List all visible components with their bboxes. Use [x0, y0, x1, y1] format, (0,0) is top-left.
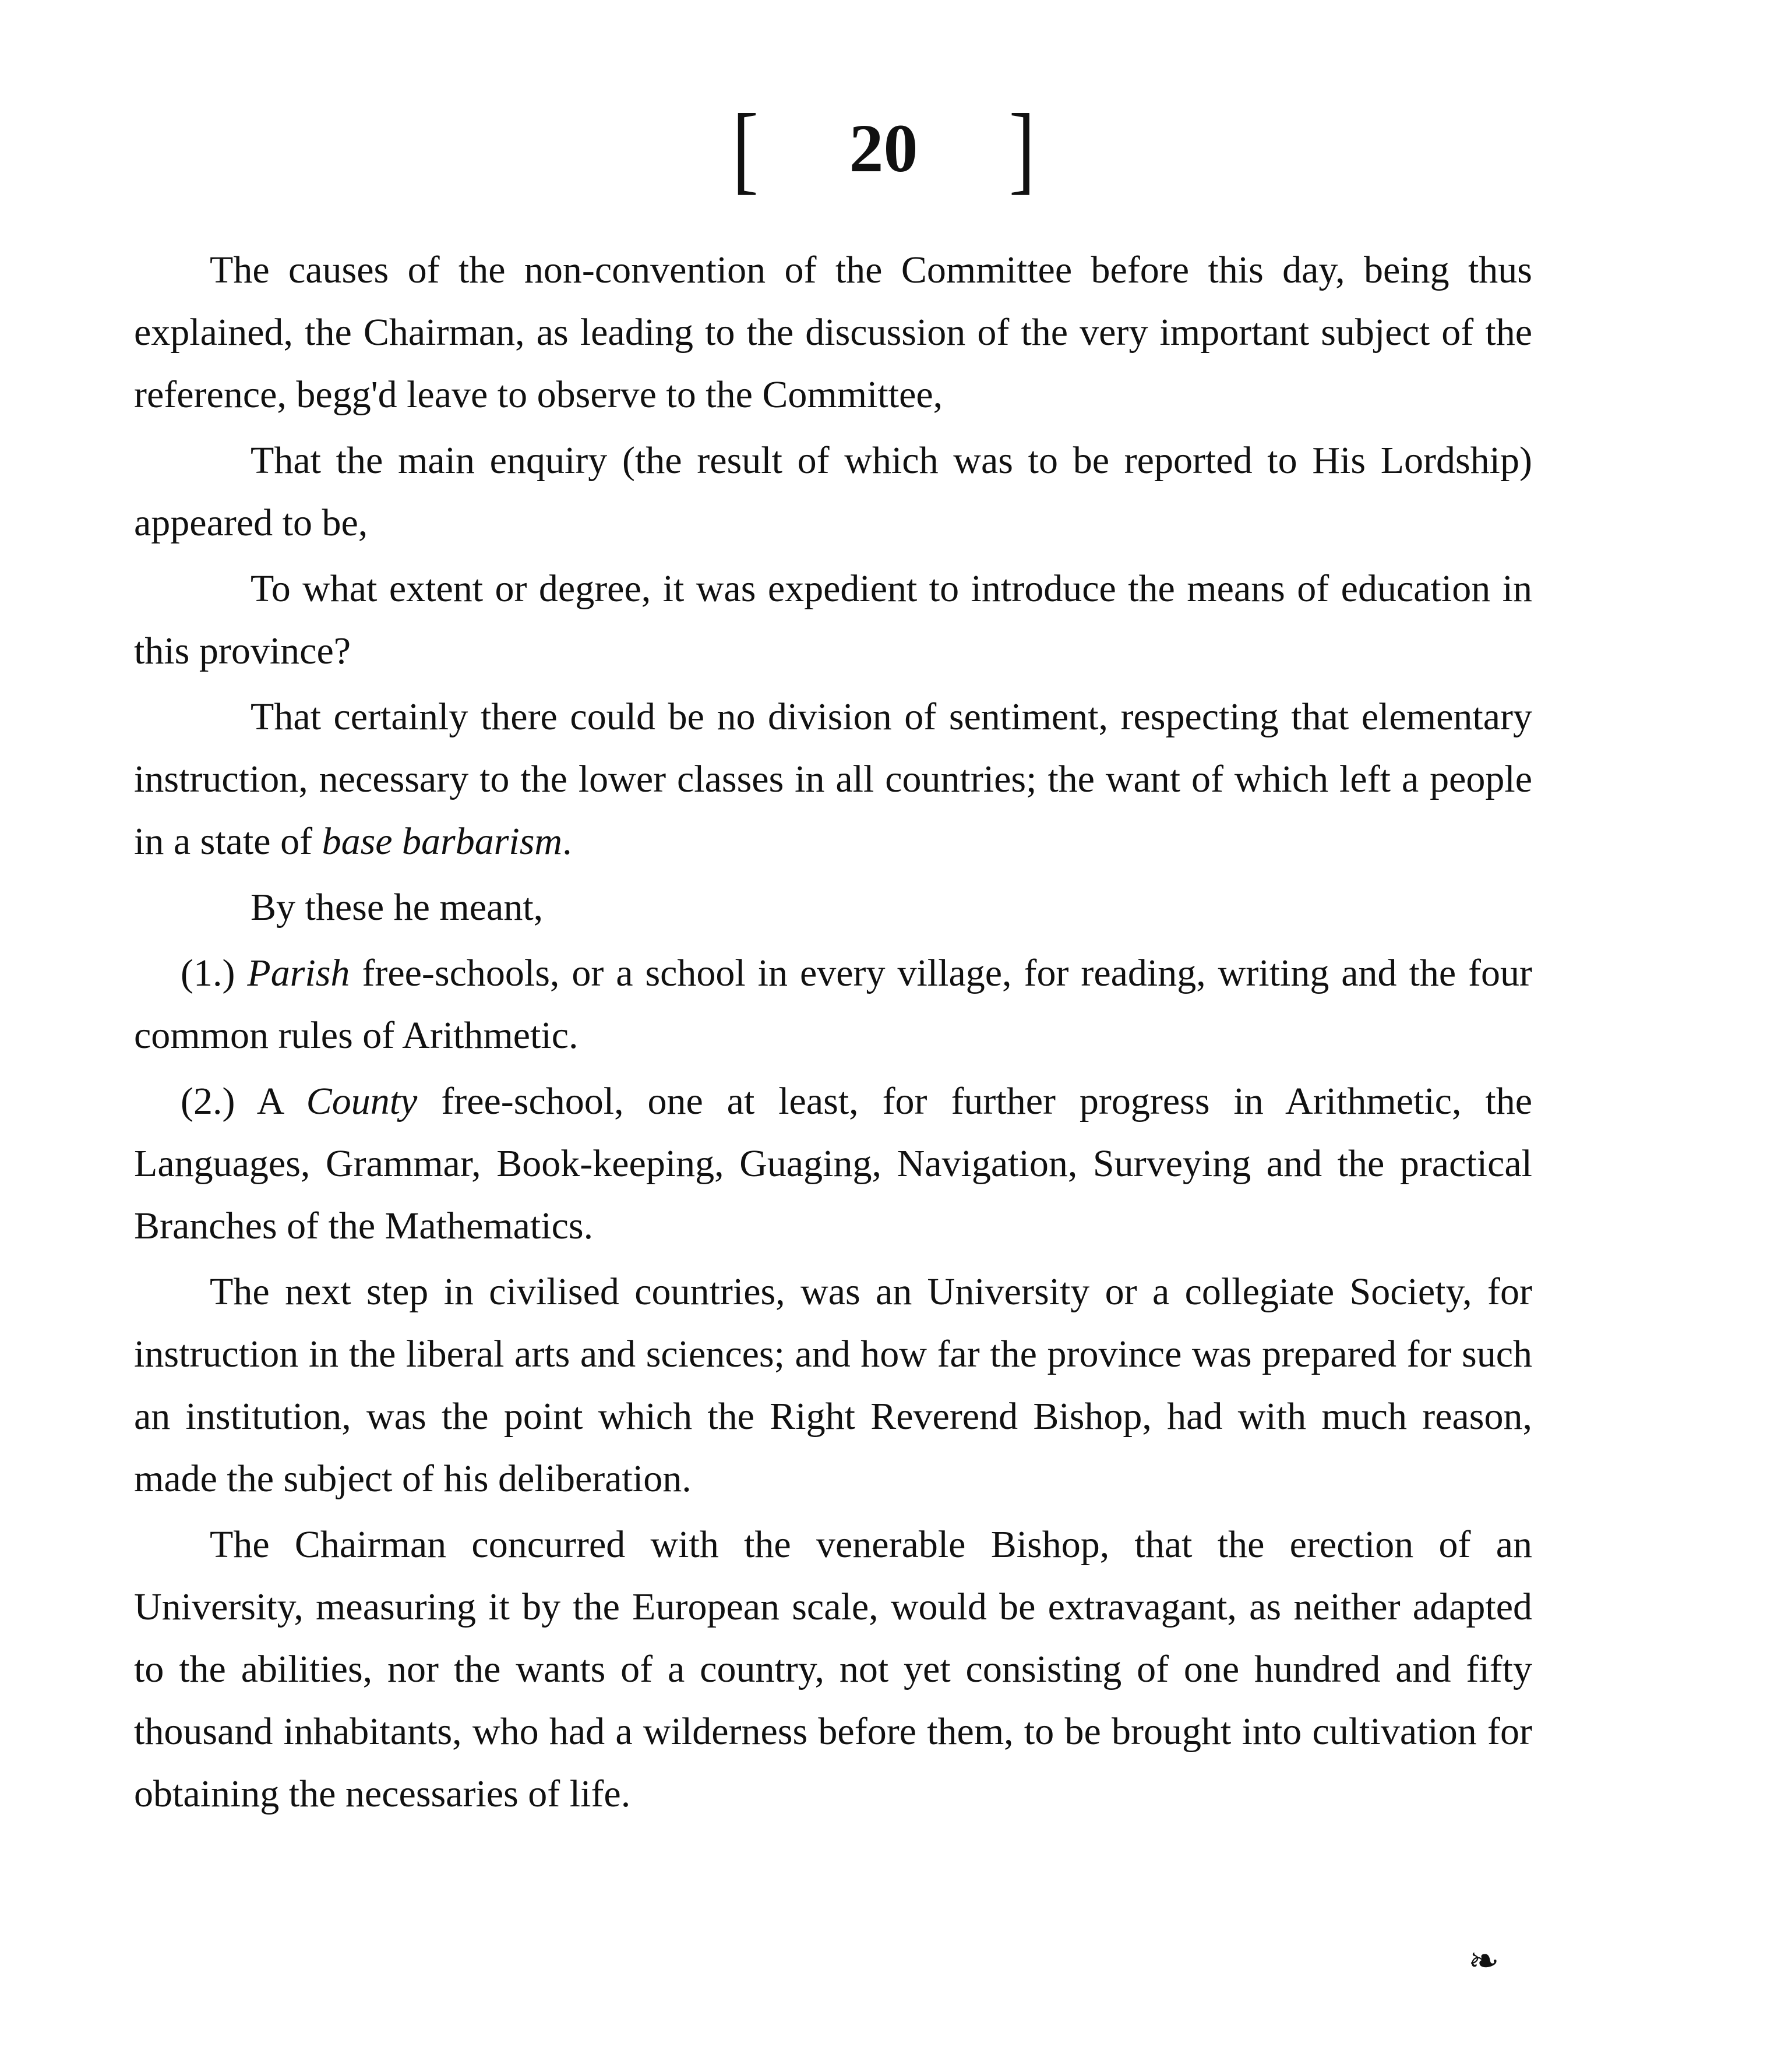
paragraph-causes: The causes of the non-convention of the Committee before this day, being thus explained, the Chairman, as leading to the discussion of the very important subject of the reference, begg'd leave to observe to the Committee,	[134, 249, 1532, 416]
paragraph-text: free-school, one at least, for further progress in Arithmetic, the Languages, Grammar, Book-keeping, Guaging, Navigation, Surveying and the practical Branches of the Mathematics.	[134, 1080, 1532, 1247]
emphasis-text: County	[306, 1080, 418, 1123]
open-bracket: [	[732, 94, 759, 203]
paragraph-question: To what extent or degree, it was expedient to introduce the means of education in this province?	[134, 567, 1532, 672]
paragraph-text: That certainly there could be no division of sentiment, respecting that elementary instruction, necessary to the lower classes in all countries; the want of which left a people in a state of	[134, 696, 1532, 863]
close-bracket: ]	[1008, 94, 1035, 203]
page-number: 20	[849, 110, 918, 186]
paragraph-text: A	[235, 1080, 306, 1123]
emphasis-text: base barbarism	[322, 820, 563, 863]
paragraph-chairman-concurred: The Chairman concurred with the venerable Bishop, that the erection of an University, measuring it by the European scale, would be extravagant, as neither adapted to the abilities, nor the wants of a country, not yet consisting of one hundred and fifty thousand inhabitants, who had a wilderness before them, to be brought into cultivation for obtaining the necessaries of life.	[134, 1523, 1532, 1815]
list-marker: (2.)	[181, 1080, 235, 1123]
paragraph-main-enquiry: That the main enquiry (the result of which was to be reported to His Lordship) appeared to be,	[134, 439, 1532, 544]
paragraph-by-these: By these he meant,	[251, 886, 544, 929]
paragraph-university: The next step in civilised countries, was an University or a collegiate Society, for instruction in the liberal arts and sciences; and how far the province was prepared for such an institution, was the point which the Right Reverend Bishop, had with much reason, made the subject of his deliberation.	[134, 1270, 1532, 1500]
ornament-icon: ❧	[1468, 1940, 1500, 1982]
page-body	[134, 239, 1532, 1825]
paragraph-elementary-instruction	[134, 686, 1532, 873]
list-item-county-school	[134, 1070, 1532, 1257]
paragraph-text: .	[562, 820, 572, 863]
paragraph-text: free-schools, or a school in every village, for reading, writing and the four common rules of Arithmetic.	[134, 952, 1533, 1057]
list-marker: (1.)	[181, 952, 235, 994]
page-header	[0, 94, 1767, 203]
emphasis-text: Parish	[247, 952, 350, 994]
list-item-parish-schools	[134, 942, 1532, 1067]
